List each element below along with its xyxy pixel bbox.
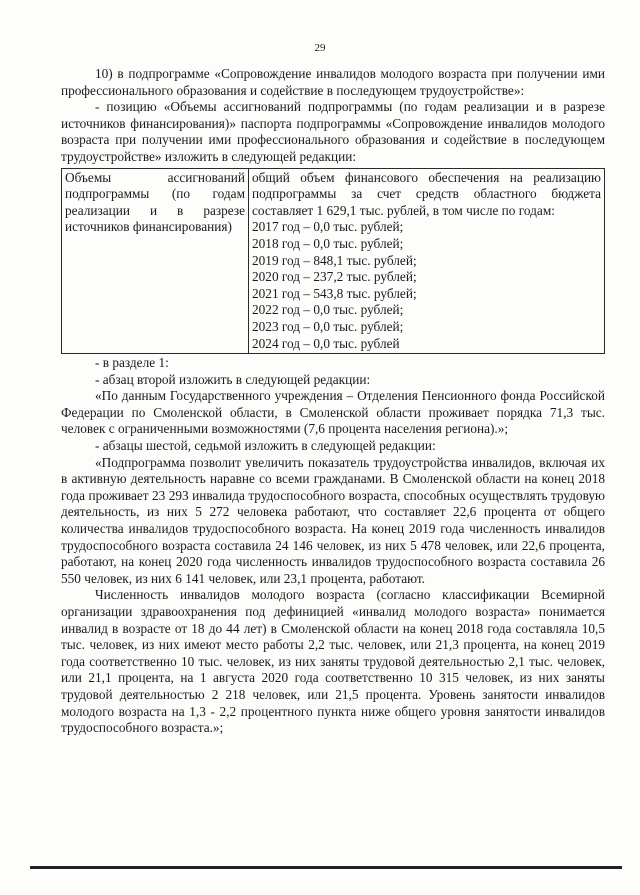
- position-item: - позицию «Объемы ассигнований подпрограммы (по годам реализации и в разрезе источников финансирования)» паспорта подпрограммы «Сопровождение инвалидов молодого возраста при получении ими профессионального образования и содействие в последующем трудоустройстве» изложить в следующей редакции:: [61, 99, 605, 164]
- funding-value-cell: [249, 168, 605, 354]
- section-reference: - в разделе 1:: [95, 355, 169, 371]
- funding-year-line: 2020 год – 237,2 тыс. рублей;: [252, 269, 417, 285]
- funding-year-line: 2022 год – 0,0 тыс. рублей;: [252, 302, 404, 318]
- page-number: 29: [314, 42, 326, 54]
- paragraph-six-text: «Подпрограмма позволит увеличить показатель трудоустройства инвалидов, включая их в активную деятельность наравне со всеми гражданами. В Смоленской области на конец 2018 года проживает 23 293 инвалида трудоспособного возраста, способных осуществлять трудовую деятельность, из них 5 272 человека работают, что составляет 22,6 процента от общего количества инвалидов трудоспособного возраста. На конец 2019 года численность инвалидов трудоспособного возраста составила 24 146 человек, из них 5 478 человек, или 22,6 процента, работают, на конец 2020 года численность инвалидов трудоспособного возраста составила 26 550 человек, из них 6 141 человек, или 23,1 процента, работают.: [61, 454, 605, 586]
- funding-label-cell: Объемы ассигнований подпрограммы (по годам реализации и в разрезе источников финансирования): [62, 168, 249, 354]
- paragraph-six-instruction: - абзацы шестой, седьмой изложить в следующей редакции:: [95, 438, 436, 454]
- document-body: [61, 66, 605, 737]
- intro-paragraph: 10) в подпрограмме «Сопровождение инвалидов молодого возраста при получении ими профессионального образования и содействие в последующем трудоустройстве»:: [61, 66, 605, 98]
- funding-summary: общий объем финансового обеспечения на реализацию подпрограммы за счет средств областного бюджета составляет 1 629,1 тыс. рублей, в том числе по годам:: [252, 169, 601, 218]
- funding-year-line: 2018 год – 0,0 тыс. рублей;: [252, 235, 404, 251]
- funding-table-row: [62, 168, 605, 354]
- funding-year-line: 2021 год – 543,8 тыс. рублей;: [252, 285, 417, 301]
- paragraph-two-text: «По данным Государственного учреждения – Отделения Пенсионного фонда Российской Федерации по Смоленской области, в Смоленской области проживает порядка 71,3 тыс. человек с ограниченными возможностями (7,6 процента населения региона).»;: [61, 388, 605, 437]
- footer-rule: [30, 866, 622, 869]
- funding-year-line: 2017 год – 0,0 тыс. рублей;: [252, 219, 404, 235]
- funding-year-line: 2023 год – 0,0 тыс. рублей;: [252, 318, 404, 334]
- paragraph-seven-text: Численность инвалидов молодого возраста (согласно классификации Всемирной организации здравоохранения под дефиницией «инвалид молодого возраста» понимается инвалид в возрасте от 18 до 44 лет) в Смоленской области на конец 2018 года составляла 10,5 тыс. человек, из них имеют место работы 2,2 тыс. человек, или 21,3 процента, на конец 2019 года соответственно 10 тыс. человек, из них заняты трудовой деятельностью 2,1 тыс. человек, или 21,1 процента, на 1 августа 2020 года соответственно 10 315 человек, из них заняты трудовой деятельностью 2 218 человек, или 21,5 процента. Уровень занятости инвалидов молодого возраста на 1,3 - 2,2 процентного пункта ниже общего уровня занятости инвалидов трудоспособного возраста.»;: [61, 587, 605, 736]
- paragraph-two-instruction: - абзац второй изложить в следующей редакции:: [95, 371, 371, 387]
- funding-table: [61, 168, 605, 355]
- funding-year-line: 2019 год – 848,1 тыс. рублей;: [252, 252, 417, 268]
- funding-year-line: 2024 год – 0,0 тыс. рублей: [252, 335, 400, 351]
